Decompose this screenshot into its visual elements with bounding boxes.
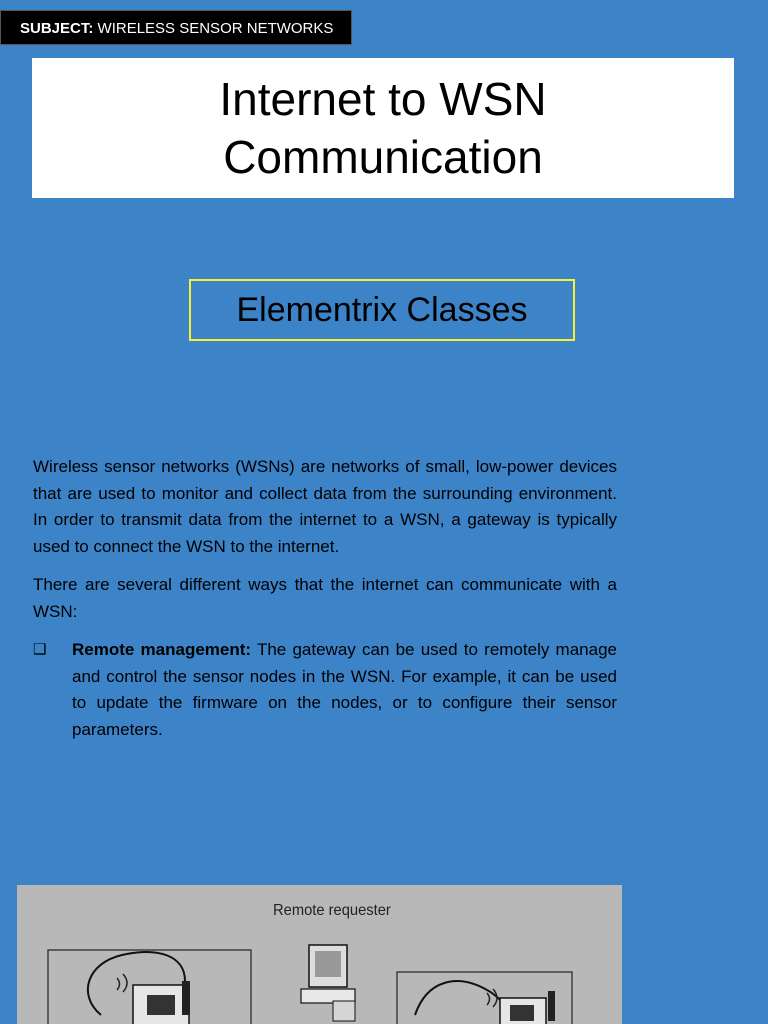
page-title-line2: Communication: [223, 131, 543, 183]
right-antenna-icon: [548, 991, 555, 1021]
bullet-item: [33, 637, 617, 743]
left-signal-icon: [117, 974, 127, 992]
paragraph-intro: Wireless sensor networks (WSNs) are networks of small, low-power devices that are used to monitor and collect data from the surrounding environment. In order to transmit data from the internet to a WSN, a gateway is typically used to connect the WSN to the internet.: [33, 457, 617, 556]
subject-label: SUBJECT:: [20, 20, 94, 37]
body-text: [33, 454, 617, 743]
subject-banner: [0, 10, 352, 45]
figure-caption: Remote requester: [273, 902, 391, 919]
page-title-line1: Internet to WSN: [219, 73, 547, 125]
network-diagram-image: [17, 885, 622, 1024]
bullet-body: The gateway can be used to remotely manage and control the sensor nodes in the WSN. For example, it can be used to update the firmware on the nodes, or to configure their sensor parameters.: [72, 640, 617, 739]
left-gateway-screen: [147, 995, 175, 1015]
tower-icon: [333, 1001, 355, 1021]
bullet-text: [72, 637, 617, 743]
computer-screen: [315, 951, 341, 977]
subject-value: WIRELESS SENSOR NETWORKS: [97, 20, 334, 37]
right-cable: [415, 981, 507, 1015]
bullet-heading: Remote management:: [72, 640, 252, 659]
network-diagram-figure: [17, 885, 622, 1024]
brand-label: Elementrix Classes: [189, 279, 575, 341]
paragraph-ways: There are several different ways that the internet can communicate with a WSN:: [33, 575, 617, 621]
checkbox-bullet-icon: ❑: [33, 641, 47, 658]
title-box: [32, 58, 734, 198]
left-antenna-icon: [182, 981, 190, 1015]
right-gateway-screen: [510, 1005, 534, 1021]
